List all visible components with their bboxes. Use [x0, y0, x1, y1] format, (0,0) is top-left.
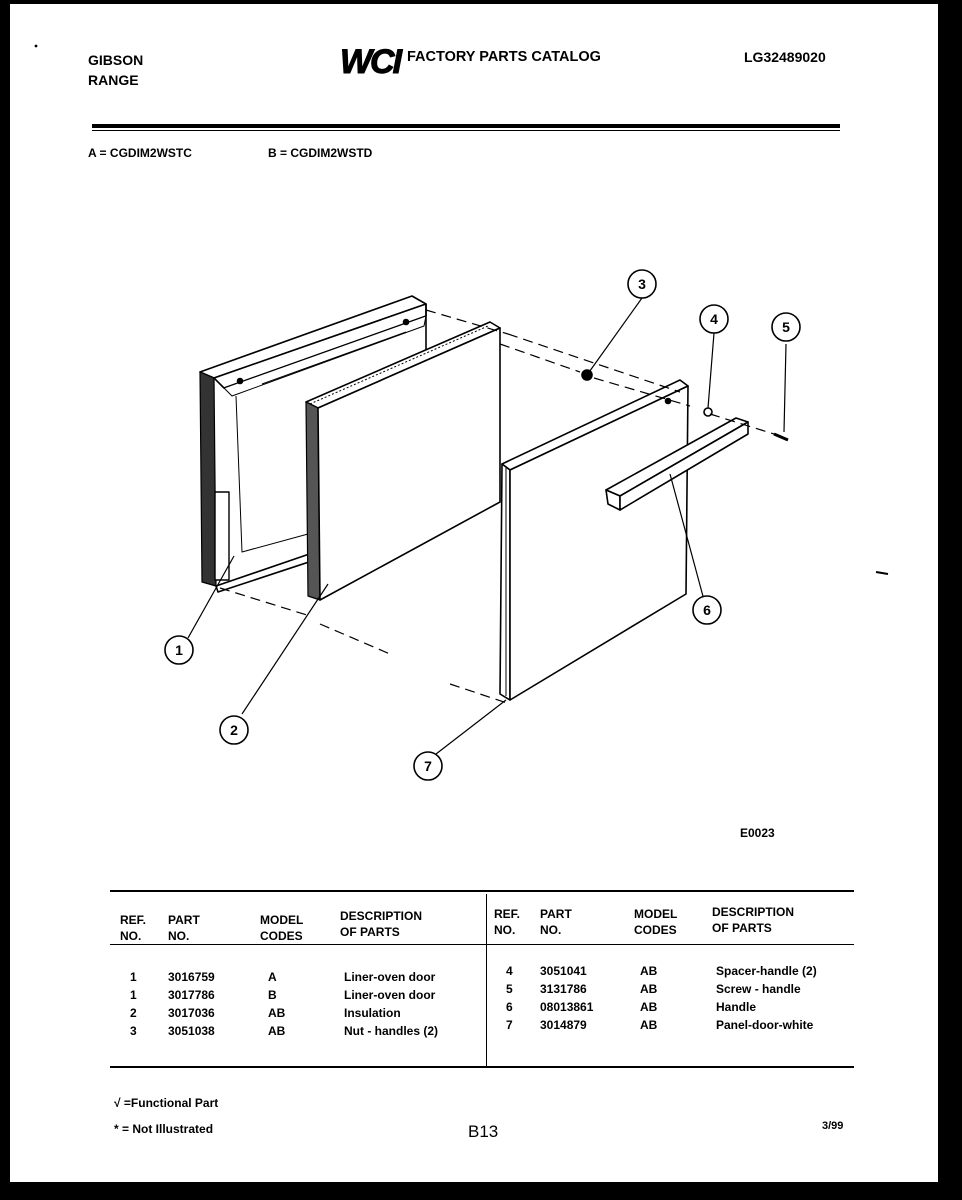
model-a: A = CGDIM2WSTC	[88, 146, 192, 160]
row5-ref: 4	[506, 964, 513, 978]
row6-model: AB	[640, 982, 658, 996]
catalog-page	[10, 4, 938, 1182]
scan-speck	[35, 45, 38, 48]
row7-ref: 6	[506, 1000, 513, 1014]
col-ref-header-right-line2: NO.	[494, 923, 516, 937]
wci-logo-text: WCI	[339, 43, 401, 80]
table-divider	[486, 894, 487, 1066]
revision-date: 3/99	[822, 1120, 844, 1132]
col-ref-header-right-line1: REF.	[494, 907, 521, 921]
row8-ref: 7	[506, 1018, 513, 1032]
insulation	[306, 322, 500, 600]
row3-model: AB	[268, 1006, 286, 1020]
callout-label-1: 1	[175, 642, 183, 658]
row6-desc: Screw - handle	[716, 982, 801, 996]
row3-desc: Insulation	[344, 1006, 401, 1020]
product-type: RANGE	[88, 72, 139, 88]
callout-label-3: 3	[638, 276, 646, 292]
callout-label-2: 2	[230, 722, 238, 738]
page-number: B13	[468, 1122, 499, 1141]
col-part-header-right	[540, 906, 572, 938]
row8-part: 3014879	[540, 1018, 587, 1032]
row2-desc: Liner-oven door	[344, 988, 436, 1002]
legend-functional: √ =Functional Part	[114, 1096, 219, 1110]
col-part-header-right-line1: PART	[540, 907, 572, 921]
row3-ref: 2	[130, 1006, 137, 1020]
row2-ref: 1	[130, 988, 137, 1002]
catalog-code: LG32489020	[744, 49, 826, 65]
catalog-title: FACTORY PARTS CATALOG	[407, 49, 601, 65]
col-desc-header-line2: OF PARTS	[340, 925, 400, 939]
row7-model: AB	[640, 1000, 658, 1014]
col-part-header-line2: NO.	[168, 929, 190, 943]
col-part-header-right-line2: NO.	[540, 923, 562, 937]
col-model-header-right-line1: MODEL	[634, 907, 678, 921]
row4-ref: 3	[130, 1024, 137, 1038]
col-model-header-line1: MODEL	[260, 913, 304, 927]
row4-desc: Nut - handles (2)	[344, 1024, 439, 1038]
row1-desc: Liner-oven door	[344, 970, 436, 984]
col-model-header-right	[634, 906, 677, 938]
row1-part: 3016759	[168, 970, 215, 984]
col-desc-header	[340, 908, 422, 940]
row7-part: 08013861	[540, 1000, 594, 1014]
col-desc-header-right-line2: OF PARTS	[712, 921, 772, 935]
callout-label-4: 4	[710, 311, 718, 327]
figure-id: E0023	[740, 826, 775, 840]
legend-not-illustrated: * = Not Illustrated	[114, 1122, 214, 1136]
scan-mark	[876, 572, 888, 574]
callout-label-5: 5	[782, 319, 790, 335]
row7-desc: Handle	[716, 1000, 757, 1014]
col-model-header-line2: CODES	[260, 929, 303, 943]
row2-model: B	[268, 988, 277, 1002]
table-header-rule	[110, 944, 854, 945]
col-ref-header-right	[494, 906, 520, 938]
col-part-header-line1: PART	[168, 913, 200, 927]
brand-name: GIBSON	[88, 52, 144, 68]
model-b: B = CGDIM2WSTD	[268, 146, 373, 160]
row1-model: A	[268, 970, 277, 984]
callout-label-6: 6	[703, 602, 711, 618]
row4-model: AB	[268, 1024, 286, 1038]
col-ref-header	[120, 912, 146, 944]
row6-ref: 5	[506, 982, 513, 996]
callout-label-7: 7	[424, 758, 432, 774]
col-ref-header-line1: REF.	[120, 913, 147, 927]
col-model-header-right-line2: CODES	[634, 923, 677, 937]
col-ref-header-line2: NO.	[120, 929, 142, 943]
col-part-header	[168, 912, 200, 944]
row8-desc: Panel-door-white	[716, 1018, 814, 1032]
row5-model: AB	[640, 964, 658, 978]
screw-hardware	[774, 434, 788, 440]
col-model-header	[260, 912, 303, 944]
exploded-diagram	[10, 4, 938, 864]
row1-ref: 1	[130, 970, 137, 984]
col-desc-header-right	[712, 904, 794, 936]
row5-part: 3051041	[540, 964, 587, 978]
col-desc-header-line1: DESCRIPTION	[340, 909, 423, 923]
table-bottom-rule	[110, 1066, 854, 1068]
row2-part: 3017786	[168, 988, 215, 1002]
col-desc-header-right-line1: DESCRIPTION	[712, 905, 795, 919]
panel-door	[500, 380, 688, 700]
row4-part: 3051038	[168, 1024, 215, 1038]
row5-desc: Spacer-handle (2)	[716, 964, 817, 978]
row8-model: AB	[640, 1018, 658, 1032]
row3-part: 3017036	[168, 1006, 215, 1020]
row6-part: 3131786	[540, 982, 587, 996]
table-top-rule	[110, 890, 854, 892]
